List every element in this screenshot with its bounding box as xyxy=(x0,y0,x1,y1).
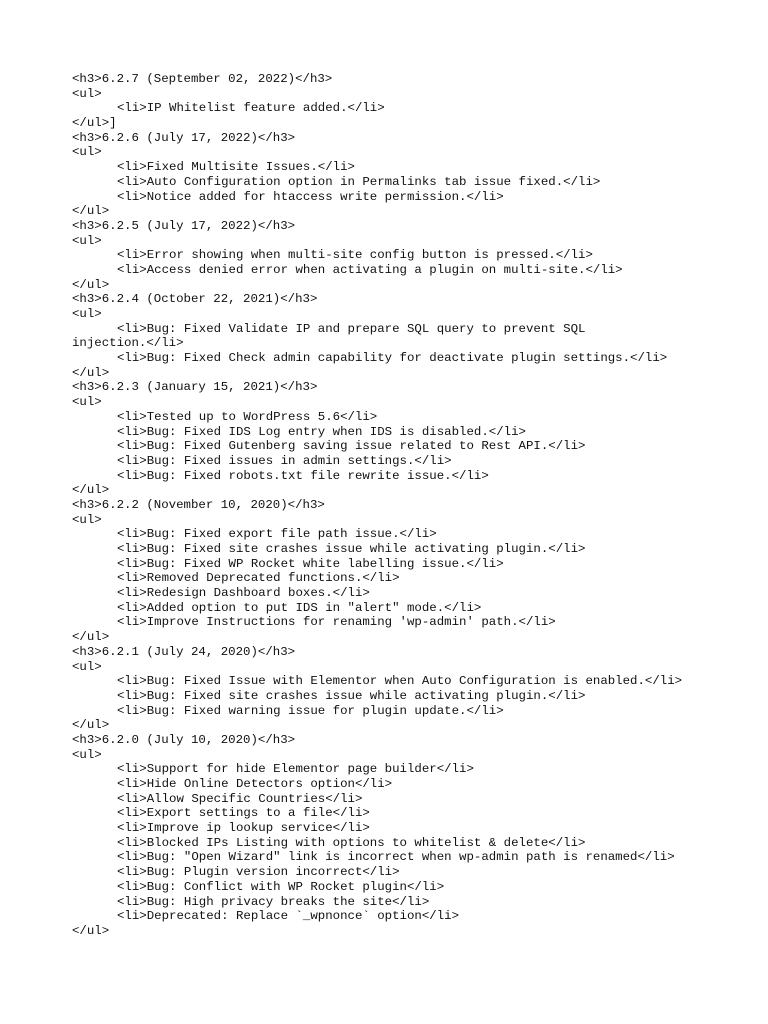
changelog-line: </ul> xyxy=(72,718,110,733)
changelog-line: injection.</li> xyxy=(72,336,184,351)
changelog-line: <li>Hide Online Detectors option</li> xyxy=(117,777,393,791)
changelog-line: <li>Bug: Fixed site crashes issue while activating plugin.</li> xyxy=(117,688,586,703)
changelog-line: <ul> xyxy=(72,512,102,527)
changelog-line: <li>Blocked IPs Listing with options to whitelist & delete</li> xyxy=(117,835,586,850)
changelog-line: <h3>6.2.3 (January 15, 2021)</h3> xyxy=(72,380,318,395)
changelog-line: <h3>6.2.7 (September 02, 2022)</h3> xyxy=(72,72,333,86)
changelog-line: <li>Tested up to WordPress 5.6</li> xyxy=(117,409,378,424)
changelog-line: <li>Bug: "Open Wizard" link is incorrect when wp-admin path is renamed</li> xyxy=(117,850,675,865)
changelog-line: <li>Allow Specific Countries</li> xyxy=(117,791,363,806)
changelog-line: <ul> xyxy=(72,233,102,248)
changelog-line: <li>Bug: Fixed warning issue for plugin update.</li> xyxy=(117,703,504,718)
changelog-line: <li>Bug: Fixed Issue with Elementor when Auto Configuration is enabled.</li> xyxy=(117,674,683,689)
changelog-line: <li>Bug: Fixed issues in admin settings.</li> xyxy=(117,453,452,468)
changelog-line: <li>Bug: Fixed IDS Log entry when IDS is disabled.</li> xyxy=(117,424,526,439)
changelog-line: <li>Bug: Fixed Check admin capability for deactivate plugin settings.</li> xyxy=(117,351,668,366)
changelog-line: <li>Auto Configuration option in Permalinks tab issue fixed.</li> xyxy=(117,174,601,189)
changelog-line: </ul> xyxy=(72,923,110,938)
changelog-line: <li>Added option to put IDS in "alert" mode.</li> xyxy=(117,600,482,615)
changelog-line: <li>Bug: Fixed Validate IP and prepare SQL query to prevent SQL xyxy=(117,321,586,336)
changelog-line: <li>Deprecated: Replace `_wpnonce` option</li> xyxy=(117,909,460,924)
changelog-line: <li>Removed Deprecated functions.</li> xyxy=(117,571,400,586)
changelog-line: <li>Improve Instructions for renaming 'wp-admin' path.</li> xyxy=(117,615,556,630)
changelog-line: </ul> xyxy=(72,365,110,380)
changelog-line: <li>Redesign Dashboard boxes.</li> xyxy=(117,586,370,601)
changelog-line: <h3>6.2.1 (July 24, 2020)</h3> xyxy=(72,644,296,659)
changelog-line: <li>Access denied error when activating a plugin on multi-site.</li> xyxy=(117,262,623,277)
changelog-line: <li>Bug: Fixed robots.txt file rewrite issue.</li> xyxy=(117,468,489,483)
changelog-line: <h3>6.2.4 (October 22, 2021)</h3> xyxy=(72,292,318,307)
changelog-line: </ul>] xyxy=(72,116,117,131)
changelog-line: <li>Bug: Fixed export file path issue.</li> xyxy=(117,527,437,542)
changelog-line: <ul> xyxy=(72,659,102,674)
changelog-line: <ul> xyxy=(72,307,102,321)
changelog-line: <h3>6.2.5 (July 17, 2022)</h3> xyxy=(72,218,296,233)
changelog-line: <ul> xyxy=(72,86,102,101)
changelog-line: <ul> xyxy=(72,145,102,160)
changelog-line: <h3>6.2.0 (July 10, 2020)</h3> xyxy=(72,732,296,747)
changelog-line: <li>Export settings to a file</li> xyxy=(117,806,370,821)
changelog-line: <li>Fixed Multisite Issues.</li> xyxy=(117,160,355,175)
changelog-line: <li>Bug: Fixed WP Rocket white labelling issue.</li> xyxy=(117,556,504,571)
changelog-line: <li>Bug: Fixed Gutenberg saving issue related to Rest API.</li> xyxy=(117,439,586,454)
changelog-line: <li>Improve ip lookup service</li> xyxy=(117,821,370,836)
changelog-line: <li>Error showing when multi-site config button is pressed.</li> xyxy=(117,248,593,263)
changelog-line: </ul> xyxy=(72,204,110,219)
changelog-line: <li>Bug: Fixed site crashes issue while activating plugin.</li> xyxy=(117,542,586,556)
changelog-line: </ul> xyxy=(72,483,110,498)
changelog-line: <ul> xyxy=(72,747,102,762)
changelog-document xyxy=(72,72,712,939)
changelog-line: <li>Support for hide Elementor page builder</li> xyxy=(117,762,474,777)
changelog-line: </ul> xyxy=(72,277,110,292)
changelog-line: <li>Notice added for htaccess write permission.</li> xyxy=(117,189,504,204)
changelog-line: <h3>6.2.2 (November 10, 2020)</h3> xyxy=(72,497,325,512)
changelog-line: <li>Bug: High privacy breaks the site</li> xyxy=(117,894,430,909)
changelog-line: <li>Bug: Conflict with WP Rocket plugin</li> xyxy=(117,879,445,894)
changelog-line: <h3>6.2.6 (July 17, 2022)</h3> xyxy=(72,130,296,145)
changelog-line: <li>Bug: Plugin version incorrect</li> xyxy=(117,865,400,880)
changelog-line: <ul> xyxy=(72,395,102,410)
changelog-line: <li>IP Whitelist feature added.</li> xyxy=(117,101,385,116)
changelog-line: </ul> xyxy=(72,630,110,645)
